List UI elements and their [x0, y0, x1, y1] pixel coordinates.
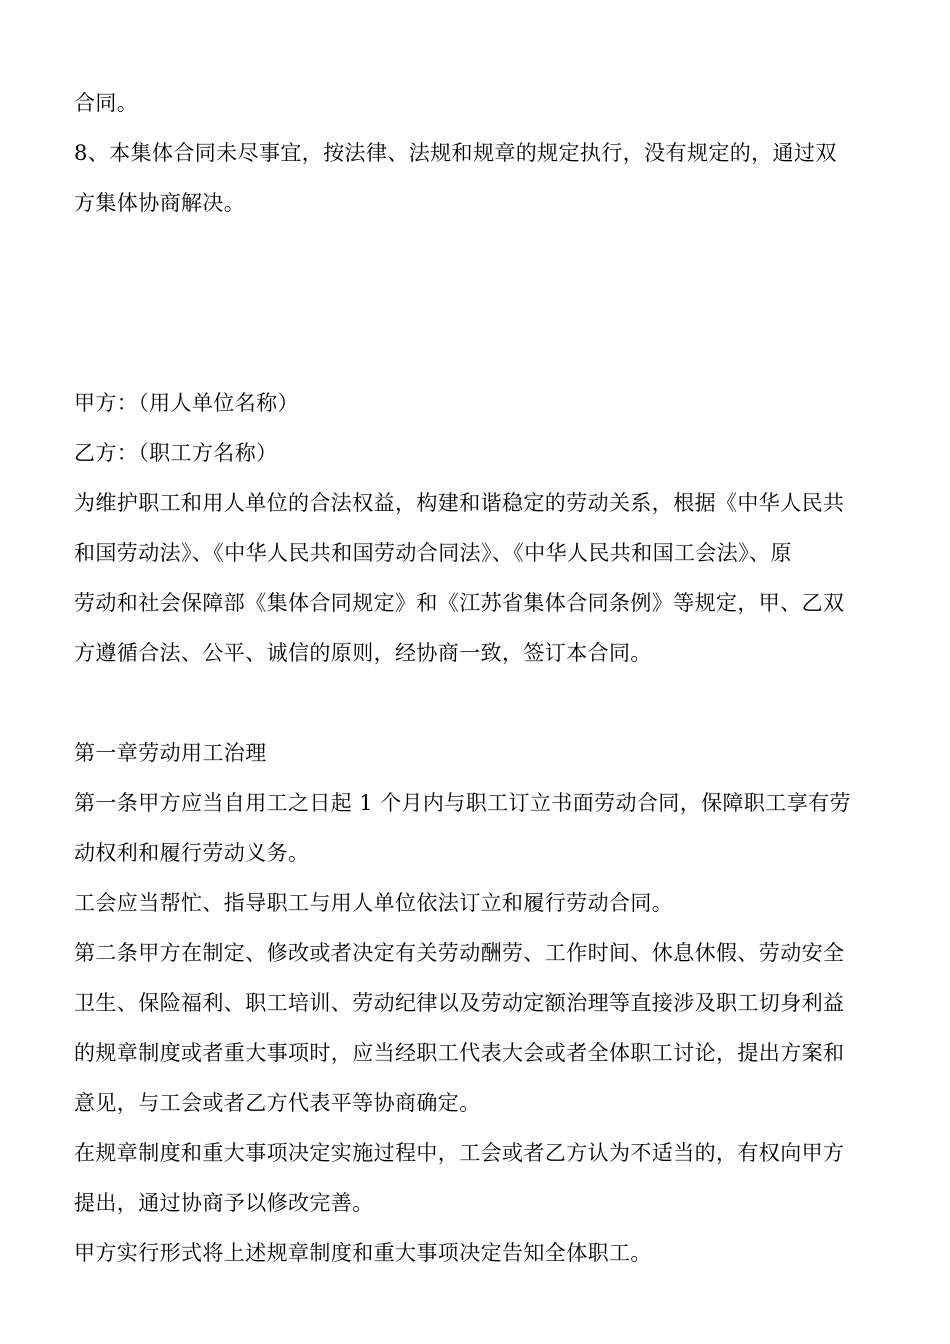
body-line: 第二条甲方在制定、修改或者决定有关劳动酬劳、工作时间、休息休假、劳动安全 [74, 941, 845, 965]
body-line: 在规章制度和重大事项决定实施过程中，工会或者乙方认为不适当的，有权向甲方 [74, 1141, 845, 1165]
preamble-line: 为维护职工和用人单位的合法权益，构建和谐稳定的劳动关系，根据《中华人民共 [74, 491, 845, 515]
body-line: 动权利和履行劳动义务。 [74, 841, 310, 865]
body-line: 工会应当帮忙、指导职工与用人单位依法订立和履行劳动合同。 [74, 891, 674, 915]
party-a-line: 甲方：（用人单位名称） [74, 391, 299, 415]
blank-space [74, 228, 884, 378]
text-line: 合同。 [74, 91, 139, 115]
blank-space [74, 678, 884, 728]
body-line: 卫生、保险福利、职工培训、劳动纪律以及劳动定额治理等直接涉及职工切身利益 [74, 991, 845, 1015]
preamble-line: 劳动和社会保障部《集体合同规定》和《江苏省集体合同条例》等规定，甲、乙双 [74, 591, 845, 615]
text-line: 8、本集体合同未尽事宜，按法律、法规和规章的规定执行，没有规定的，通过双 [74, 141, 837, 165]
party-b-line: 乙方：（职工方名称） [74, 441, 278, 465]
body-line: 意见，与工会或者乙方代表平等协商确定。 [74, 1091, 481, 1115]
body-line: 甲方实行形式将上述规章制度和重大事项决定告知全体职工。 [74, 1241, 652, 1265]
body-line: 提出，通过协商予以修改完善。 [74, 1191, 374, 1215]
body-line: 第一条甲方应当自用工之日起 1 个月内与职工订立书面劳动合同，保障职工享有劳 [74, 791, 851, 815]
preamble-line: 和国劳动法》、《中华人民共和国劳动合同法》、《中华人民共和国工会法》、原 [74, 541, 792, 565]
preamble-line: 方遵循合法、公平、诚信的原则，经协商一致，签订本合同。 [74, 641, 652, 665]
chapter-title: 第一章劳动用工治理 [74, 741, 267, 765]
body-line: 的规章制度或者重大事项时，应当经职工代表大会或者全体职工讨论，提出方案和 [74, 1041, 845, 1065]
document-page [74, 78, 884, 1278]
text-line: 方集体协商解决。 [74, 191, 246, 215]
